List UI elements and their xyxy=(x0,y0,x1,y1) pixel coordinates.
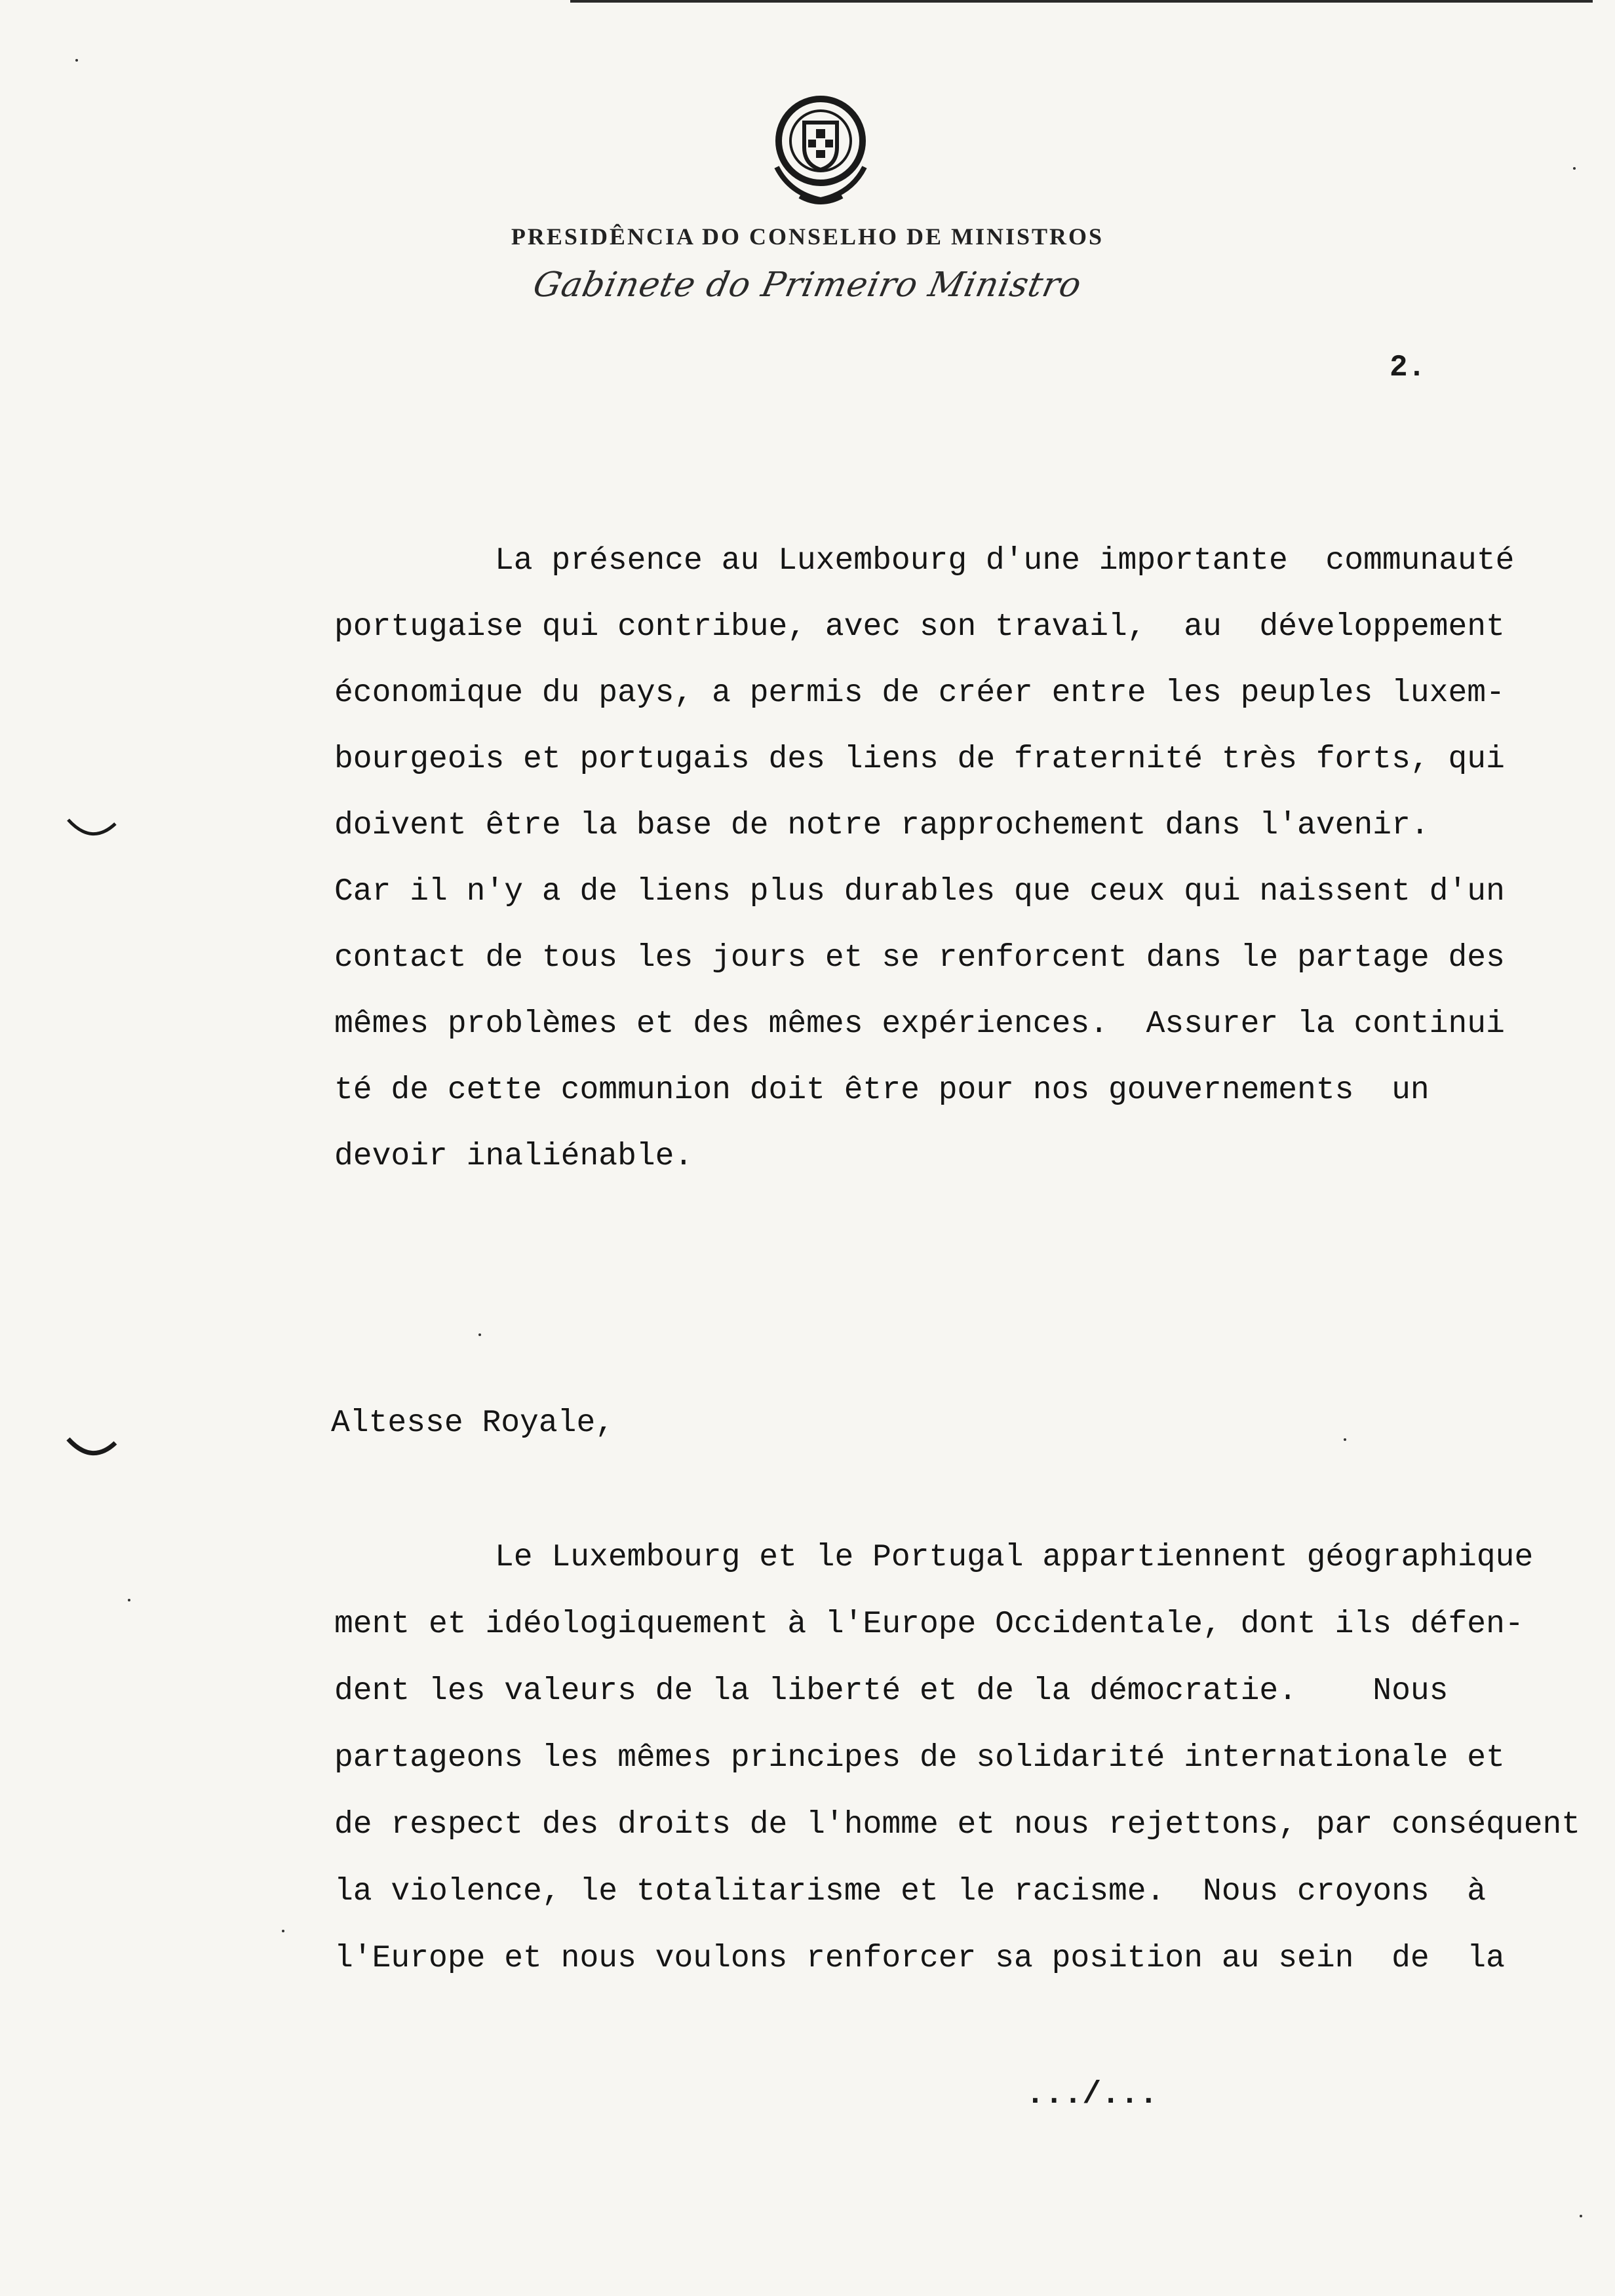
paragraph-2-line: l'Europe et nous voulons renforcer sa position au sein de la xyxy=(334,1941,1505,1976)
paragraph-1-line: té de cette communion doit être pour nos gouvernements un xyxy=(334,1073,1430,1108)
paragraph-2-line: ment et idéologiquement à l'Europe Occidentale, dont ils défen- xyxy=(334,1607,1524,1642)
paragraph-2-line: la violence, le totalitarisme et le racisme. Nous croyons à xyxy=(334,1874,1487,1909)
paragraph-1-line: contact de tous les jours et se renforcent dans le partage des xyxy=(334,940,1505,976)
paragraph-1-line: mêmes problèmes et des mêmes expériences. Assurer la continui xyxy=(334,1006,1505,1042)
paragraph-1-line: devoir inaliénable. xyxy=(334,1139,693,1174)
top-rule xyxy=(570,0,1593,3)
paragraph-1-line: La présence au Luxembourg d'une importante communauté xyxy=(495,543,1515,579)
office-heading: PRESIDÊNCIA DO CONSELHO DE MINISTROS xyxy=(511,223,1104,250)
binding-mark-icon xyxy=(66,816,118,842)
page-number: 2. xyxy=(1390,351,1426,385)
paragraph-2-line: dent les valeurs de la liberté et de la démocratie. Nous xyxy=(334,1674,1449,1709)
scan-speck xyxy=(1580,2215,1582,2217)
binding-mark-icon xyxy=(66,1435,118,1461)
paragraph-1-line: économique du pays, a permis de créer entre les peuples luxem- xyxy=(334,676,1505,711)
scan-speck xyxy=(282,1930,284,1932)
paragraph-2-line: Le Luxembourg et le Portugal appartiennent géographique xyxy=(495,1540,1534,1575)
continuation-marker: .../... xyxy=(1026,2077,1158,2113)
paragraph-1-line: portugaise qui contribue, avec son travail, au développement xyxy=(334,609,1505,645)
scan-speck xyxy=(1344,1438,1346,1441)
cabinet-signature: Gabinete do Primeiro Ministro xyxy=(530,265,1085,305)
paragraph-2-line: de respect des droits de l'homme et nous rejettons, par conséquent xyxy=(334,1807,1581,1843)
paragraph-1-line: doivent être la base de notre rapprochement dans l'avenir. xyxy=(334,808,1430,843)
salutation: Altesse Royale, xyxy=(331,1406,615,1441)
scan-speck xyxy=(128,1599,130,1601)
scan-speck xyxy=(75,59,78,62)
paragraph-1-line: bourgeois et portugais des liens de fraternité très forts, qui xyxy=(334,742,1505,777)
paragraph-1-line: Car il n'y a de liens plus durables que ceux qui naissent d'un xyxy=(334,874,1505,909)
paragraph-2-line: partageons les mêmes principes de solidarité internationale et xyxy=(334,1740,1505,1776)
scan-speck xyxy=(1573,167,1576,170)
scan-speck xyxy=(478,1333,481,1336)
coat-of-arms-icon xyxy=(764,88,878,210)
